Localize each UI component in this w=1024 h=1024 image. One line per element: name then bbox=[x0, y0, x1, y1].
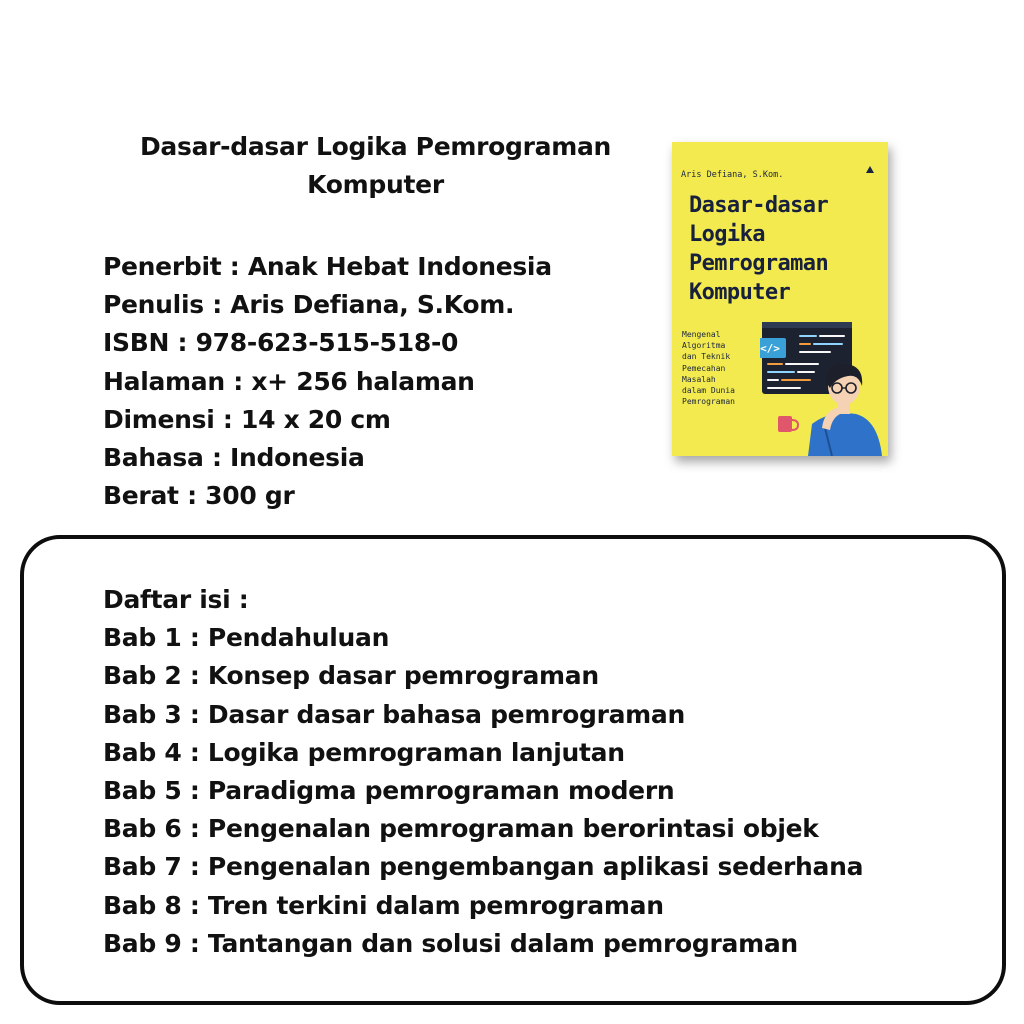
toc-item: Bab 7 : Pengenalan pengembangan aplikasi sederhana bbox=[103, 852, 864, 882]
cover-subtitle-line: Algoritma bbox=[682, 341, 726, 351]
cover-title bbox=[689, 191, 828, 307]
toc-item: Bab 8 : Tren terkini dalam pemrograman bbox=[103, 890, 664, 920]
cover-subtitle bbox=[682, 329, 735, 407]
person-body bbox=[808, 413, 882, 456]
detail-language: Bahasa : Indonesia bbox=[103, 443, 365, 473]
cover-title-line: Pemrograman bbox=[689, 251, 829, 276]
cover-subtitle-line: Pemecahan bbox=[682, 363, 726, 373]
detail-dimensions: Dimensi : 14 x 20 cm bbox=[103, 404, 391, 434]
toc-item: Bab 1 : Pendahuluan bbox=[103, 623, 390, 653]
detail-pages: Halaman : x+ 256 halaman bbox=[103, 366, 475, 396]
code-tag-text: </> bbox=[760, 342, 780, 355]
cover-title-line: Komputer bbox=[689, 280, 791, 305]
cover-subtitle-line: dan Teknik bbox=[682, 352, 731, 362]
cover-author: Aris Defiana, S.Kom. bbox=[681, 170, 784, 180]
book-title bbox=[108, 128, 643, 204]
cover-subtitle-line: Mengenal bbox=[682, 330, 721, 339]
publisher-logo-icon bbox=[866, 166, 874, 173]
table-of-contents bbox=[103, 581, 863, 963]
book-title-line-2: Komputer bbox=[307, 170, 444, 199]
book-details bbox=[103, 248, 552, 515]
cover-subtitle-line: Pemrograman bbox=[682, 397, 735, 407]
toc-item: Bab 2 : Konsep dasar pemrograman bbox=[103, 661, 599, 691]
detail-isbn: ISBN : 978-623-515-518-0 bbox=[103, 328, 459, 358]
cover-subtitle-line: dalam Dunia bbox=[682, 386, 735, 396]
toc-heading: Daftar isi : bbox=[103, 585, 249, 614]
mug-icon bbox=[778, 416, 792, 432]
book-cover bbox=[672, 142, 888, 456]
cover-title-line: Dasar-dasar bbox=[689, 193, 829, 218]
toc-item: Bab 3 : Dasar dasar bahasa pemrograman bbox=[103, 699, 685, 729]
toc-item: Bab 9 : Tantangan dan solusi dalam pemrograman bbox=[103, 928, 798, 958]
cover-subtitle-line: Masalah bbox=[682, 374, 716, 384]
programmer-illustration bbox=[760, 320, 888, 456]
book-title-line-1: Dasar-dasar Logika Pemrograman bbox=[139, 132, 612, 161]
toc-item: Bab 6 : Pengenalan pemrograman berorintasi objek bbox=[103, 814, 819, 844]
detail-weight: Berat : 300 gr bbox=[103, 481, 295, 511]
detail-author: Penulis : Aris Defiana, S.Kom. bbox=[103, 290, 515, 320]
detail-publisher: Penerbit : Anak Hebat Indonesia bbox=[103, 252, 552, 281]
toc-item: Bab 5 : Paradigma pemrograman modern bbox=[103, 776, 675, 806]
cover-title-line: Logika bbox=[689, 222, 765, 247]
toc-item: Bab 4 : Logika pemrograman lanjutan bbox=[103, 737, 625, 767]
